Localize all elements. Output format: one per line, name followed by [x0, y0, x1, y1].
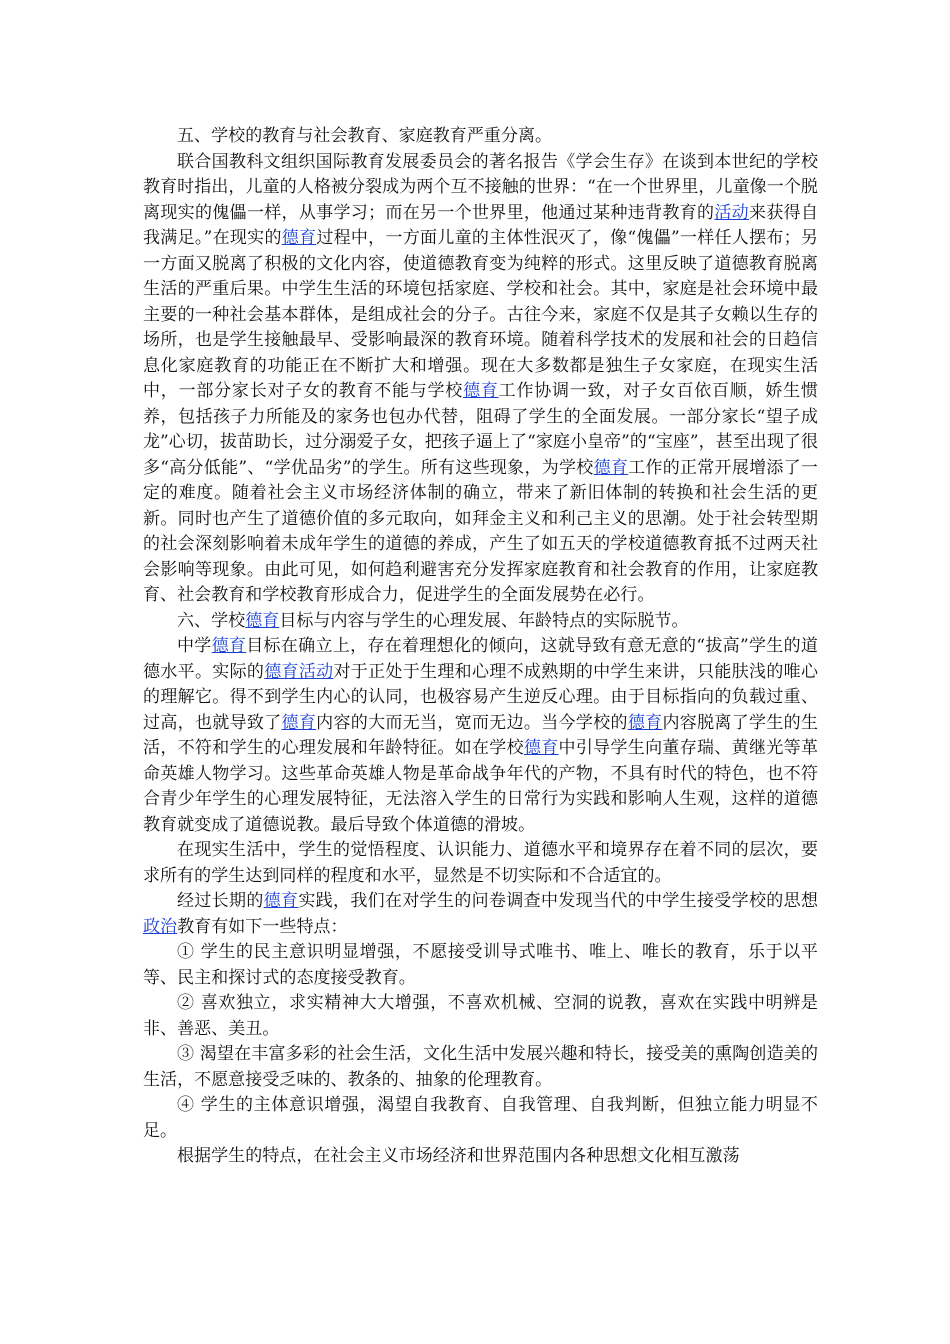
inline-link[interactable]: 德育 — [263, 891, 299, 911]
paragraph — [143, 609, 818, 635]
paragraph — [143, 940, 818, 991]
paragraph — [143, 1093, 818, 1144]
paragraph-text: 目标在确立上，存在着理想化的倾向，这就导致有意无意的“拔高”学生的道德水平。实际的 — [143, 636, 818, 682]
paragraph-text: ① 学生的民主意识明显增强，不愿接受训导式唯书、唯上、唯长的教育，乐于以平等、民主和探讨式的态度接受教育。 — [143, 942, 818, 988]
paragraph — [143, 1144, 818, 1170]
inline-link[interactable]: 德育 — [281, 228, 317, 248]
paragraph-text: 六、学校 — [177, 610, 246, 631]
paragraph — [143, 634, 818, 838]
paragraph-text: 联合国教科文组织国际教育发展委员会的著名报告《学会生存》在谈到本世纪的学校教育时指出，儿童的人格被分裂成为两个互不接触的世界：“在一个世界里，儿童像一个脱离现实的傀儡一样，从事学习；而在另一个世界里，他通过某种违背教育的 — [143, 151, 818, 223]
paragraph-text: 内容脱离了学生的生活，不符和学生的心理发展和年龄特征。如在学校 — [143, 712, 819, 758]
paragraph-text: 中学 — [177, 636, 212, 656]
paragraph — [143, 1042, 818, 1093]
inline-link[interactable]: 德育 — [245, 610, 280, 631]
paragraph — [143, 838, 818, 889]
paragraph — [143, 124, 818, 150]
paragraph — [143, 991, 818, 1042]
paragraph-text: ② 喜欢独立，求实精神大大增强，不喜欢机械、空洞的说教，喜欢在实践中明辨是非、善恶、美丑。 — [143, 993, 818, 1039]
paragraph-text: 在现实生活中，学生的觉悟程度、认识能力、道德水平和境界存在着不同的层次，要求所有的学生达到同样的程度和水平，显然是不切实际和不合适宜的。 — [143, 840, 818, 886]
paragraph — [143, 150, 818, 609]
paragraph-text: ④ 学生的主体意识增强，渴望自我教育、自我管理、自我判断，但独立能力明显不足。 — [143, 1095, 818, 1141]
paragraph-text: 实践，我们在对学生的问卷调查中发现当代的中学生接受学校的思想 — [298, 891, 819, 911]
paragraph-text: 工作协调一致，对子女百依百顺，娇生惯养，包括孩子力所能及的家务也包办代替，阻碍了学生的全面发展。一部分家长“望子成龙”心切，拔苗助长，过分溺爱子女，把孩子逼上了“家庭小皇帝”的“宝座”，甚至出现了很多“高分低能”、“学优品劣”的学生。所有这些现象，为学校 — [143, 381, 818, 478]
inline-link[interactable]: 活动 — [714, 202, 749, 223]
paragraph-text: 经过长期的 — [177, 891, 264, 911]
paragraph-text: 教育有如下一些特点： — [177, 916, 348, 937]
inline-link[interactable]: 德育 — [593, 457, 629, 478]
paragraph-text: 过程中，一方面儿童的主体性泯灭了，像“傀儡”一样任人摆布；另一方面又脱离了积极的文化内容，使道德教育变为纯粹的形式。这里反映了道德教育脱离生活的严重后果。中学生生活的环境包括家庭、学校和社会。其中，家庭是社会环境中最主要的一种社会基本群体，是组成社会的分子。古往今来，家庭不仅是其子女赖以生存的场所，也是学生接触最早、受影响最深的教育环境。随着科学技术的发展和社会的日趋信息化家庭教育的功能正在不断扩大和增强。现在大多数都是独生子女家庭，在现实生活中，一部分家长对子女的教育不能与学校 — [143, 228, 818, 401]
inline-link[interactable]: 德育活动 — [264, 661, 334, 682]
paragraph-text: 目标与内容与学生的心理发展、年龄特点的实际脱节。 — [279, 610, 689, 631]
inline-link[interactable]: 德育 — [281, 712, 317, 733]
inline-link[interactable]: 政治 — [143, 916, 178, 937]
inline-link[interactable]: 德育 — [627, 712, 663, 733]
inline-link[interactable]: 德育 — [463, 381, 499, 401]
paragraph-text: 根据学生的特点，在社会主义市场经济和世界范围内各种思想文化相互激荡 — [177, 1146, 740, 1166]
paragraph-text: 来获得自我满足。”在现实的 — [143, 202, 818, 248]
paragraph — [143, 889, 818, 940]
inline-link[interactable]: 德育 — [211, 636, 247, 656]
paragraph-text: ③ 渴望在丰富多彩的社会生活，文化生活中发展兴趣和特长，接受美的熏陶创造美的生活，不愿意接受乏味的、教条的、抽象的伦理教育。 — [143, 1044, 818, 1090]
inline-link[interactable]: 德育 — [523, 738, 559, 758]
document-body — [143, 124, 818, 1170]
paragraph-text: 五、学校的教育与社会教育、家庭教育严重分离。 — [177, 126, 553, 146]
paragraph-text: 内容的大而无当，宽而无边。当今学校的 — [316, 712, 628, 733]
paragraph-text: 对于正处于生理和心理不成熟期的中学生来讲，只能肤浅的唯心的理解它。得不到学生内心的认同，也极容易产生逆反心理。由于目标指向的负载过重、过高，也就导致了 — [143, 661, 818, 733]
paragraph-text: 工作的正常开展增添了一定的难度。随着社会主义市场经济体制的确立，带来了新旧体制的转换和社会生活的更新。同时也产生了道德价值的多元取向，如拜金主义和利己主义的思潮。处于社会转型期的社会深刻影响着未成年学生的道德的养成，产生了如五天的学校道德教育抵不过两天社会影响等现象。由此可见，如何趋利避害充分发挥家庭教育和社会教育的作用，让家庭教育、社会教育和学校教育形成合力，促进学生的全面发展势在必行。 — [143, 457, 818, 605]
paragraph-text: 中引导学生向董存瑞、黄继光等革命英雄人物学习。这些革命英雄人物是革命战争年代的产物，不具有时代的特色，也不符合青少年学生的心理发展特征，无法溶入学生的日常行为实践和影响人生观，这样的道德教育就变成了道德说教。最后导致个体道德的滑坡。 — [143, 738, 818, 835]
